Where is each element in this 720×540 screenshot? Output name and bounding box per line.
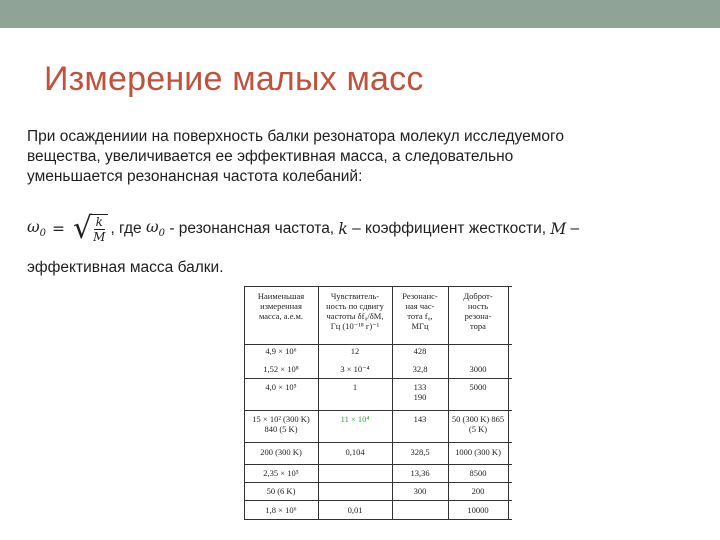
cell-r5-c2: 0,104 bbox=[345, 447, 365, 457]
fraction-denominator: M bbox=[93, 230, 106, 244]
header-min-mass: Наименьшая измеренная масса, а.е.м. bbox=[257, 291, 305, 321]
sqrt-fraction bbox=[73, 211, 108, 246]
header-quality-factor: Доброт- ность резона- тора bbox=[463, 291, 493, 331]
effective-mass-line: эффективная масса балки. bbox=[27, 259, 224, 276]
slide-title: Измерение малых масс bbox=[44, 60, 424, 98]
cell-r1-c1: 4,9 × 10⁶ bbox=[265, 346, 297, 356]
cell-r3-c3: 133 190 bbox=[413, 382, 427, 402]
omega-zero-inline: $\omega_0$ bbox=[146, 218, 166, 240]
cell-r7-c4: 200 bbox=[471, 486, 485, 496]
cell-r1-c2: 12 bbox=[350, 346, 360, 356]
formula-comma: , bbox=[110, 220, 115, 237]
cell-r7-c1: 50 (6 K) bbox=[266, 486, 296, 496]
text-dash: – bbox=[566, 220, 580, 237]
formula-line bbox=[27, 211, 707, 246]
intro-paragraph bbox=[27, 127, 697, 187]
fraction bbox=[90, 214, 108, 244]
cell-r8-c1: 1,8 × 10⁶ bbox=[265, 505, 297, 515]
cell-r5-c1: 200 (300 K) bbox=[260, 447, 302, 457]
omega-zero-lhs: $\omega_0$ bbox=[27, 218, 47, 240]
k-symbol: k bbox=[338, 220, 348, 238]
top-color-band bbox=[0, 0, 720, 28]
text-where: где bbox=[114, 220, 146, 237]
cell-r3-c4: 5000 bbox=[469, 382, 487, 392]
cell-r1-c3: 428 bbox=[413, 346, 427, 356]
cell-r8-c2: 0,01 bbox=[347, 505, 363, 515]
cell-r2-c3: 32,8 bbox=[412, 364, 428, 374]
cell-r4-c1: 15 × 10² (300 K) 840 (5 K) bbox=[252, 414, 310, 434]
m-symbol: M bbox=[550, 220, 567, 238]
cell-r4-c4: 50 (300 K) 865 (5 K) bbox=[451, 414, 505, 434]
cell-r3-c1: 4,0 × 10⁵ bbox=[265, 382, 297, 392]
cell-r4-c2: 11 × 10⁴ bbox=[340, 414, 370, 424]
cell-r6-c1: 2,35 × 10⁵ bbox=[263, 468, 299, 478]
cell-r6-c4: 8500 bbox=[469, 468, 487, 478]
header-resonant-frequency: Резонанс- ная час- тота f₀, МГц bbox=[402, 291, 438, 331]
text-resonant-frequency: - резонансная частота, bbox=[165, 220, 339, 237]
cell-r4-c3: 143 bbox=[413, 414, 427, 424]
intro-line-1: При осаждениии на поверхность балки резонатора молекул исследуемого bbox=[27, 128, 564, 145]
cell-r2-c1: 1,52 × 10⁸ bbox=[263, 364, 299, 374]
cell-r7-c3: 300 bbox=[413, 486, 427, 496]
intro-line-2: вещества, увеличивается ее эффективная масса, а следовательно bbox=[27, 148, 514, 165]
equals-sign: = bbox=[52, 220, 66, 238]
sqrt-icon: √ bbox=[73, 211, 93, 246]
header-sensitivity: Чувствитель- ность по сдвигу частоты δf₀/δM, Гц (10⁻¹⁸ г)⁻¹ bbox=[326, 291, 384, 331]
cell-r3-c2: 1 bbox=[352, 382, 358, 392]
cell-r5-c3: 328,5 bbox=[410, 447, 430, 457]
cell-r8-c4: 10000 bbox=[467, 505, 489, 515]
data-table bbox=[244, 286, 512, 520]
intro-line-3: уменьшается резонансная частота колебаний: bbox=[27, 168, 363, 185]
cell-r5-c4: 1000 (300 K) bbox=[455, 447, 501, 457]
cell-r2-c2: 3 × 10⁻⁴ bbox=[340, 364, 370, 374]
text-stiffness: – коэффициент жесткости, bbox=[347, 220, 551, 237]
cell-r6-c3: 13,36 bbox=[410, 468, 430, 478]
fraction-numerator: k bbox=[95, 215, 103, 229]
cell-r2-c4: 3000 bbox=[469, 364, 487, 374]
